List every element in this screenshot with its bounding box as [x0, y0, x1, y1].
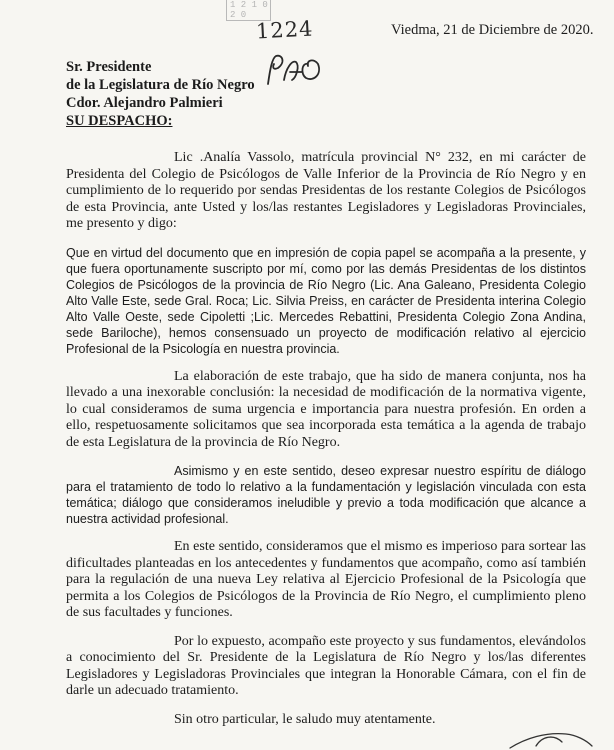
addressee-despacho: SU DESPACHO: — [66, 113, 173, 129]
paragraph-conclusion: Por lo expuesto, acompaño este proyecto y sus fundamentos, elevándolos a conocimiento del Sr. Presidente de la Legislatura de Río Negro y los/las diferentes Legisladores y Legisladoras Provinciales que integran la Honorable Cámara, con el fin de darle un adecuado tratamiento. — [66, 633, 586, 698]
bottom-signature-fragment — [506, 724, 596, 750]
filing-number: 1224 — [255, 16, 315, 44]
addressee-name: Cdor. Alejandro Palmieri — [66, 95, 223, 111]
paragraph-elaboration: La elaboración de este trabajo, que ha sido de manera conjunta, nos ha llevado a una inexorable conclusión: la necesidad de modificación de la normativa vigente, lo cual consideramos de suma urgencia e importancia para nuestra profesión. En orden a ello, respetuosamente solicitamos que sea incorporada esta temática a la agenda de trabajo de esta Legislatura de la provincia de Río Negro. — [66, 368, 586, 450]
letter-date: Viedma, 21 de Diciembre de 2020. — [391, 22, 594, 38]
paragraph-intro: Lic .Analía Vassolo, matrícula provincial N° 232, en mi carácter de Presidenta del Colegio de Psicólogos de Valle Inferior de la Provincia de Río Negro y en cumplimiento de lo requerido por sendas Presidentas de los restante Colegios de Psicólogos de esta Provincia, ante Usted y los/las restantes Legisladores y Legisladoras Provinciales, me presento y digo: — [66, 150, 586, 231]
initials-signature — [262, 50, 342, 90]
addressee-title: Sr. Presidente — [66, 59, 152, 75]
addressee-block — [66, 58, 255, 130]
paragraph-document: Que en virtud del documento que en impresión de copia papel se acompaña a la presente, y que fuera oportunamente suscripto por mí, como por las demás Presidentas de los distintos Colegios de Psicólogos de la provincia de Río Negro (Lic. Ana Galeano, Presidenta Colegio Alto Valle Este, sede Gral. Roca; Lic. Silvia Preiss, en carácter de Presidenta interina Colegio Alto Valle Oeste, sede Cipoletti ;Lic. Mercedes Rebattini, Presidenta Colegio Zona Andina, sede Bariloche), hemos consensuado un proyecto de modificación relativo al ejercicio Profesional de la Psicología en nuestra provincia. — [66, 245, 586, 356]
letter-body — [66, 150, 586, 740]
paragraph-dialogue: Asimismo y en este sentido, deseo expresar nuestro espíritu de diálogo para el tratamiento de todo lo relativo a la fundamentación y legislación vinculada con esta temática; diálogo que consideramos ineludible y previo a toda modificación que alcance a nuestra actividad profesional. — [66, 464, 586, 526]
paragraph-closing: Sin otro particular, le saludo muy atentamente. — [174, 711, 436, 727]
addressee-institution: de la Legislatura de Río Negro — [66, 77, 255, 93]
reception-stamp: 1 2 1 0 2 0 — [226, 0, 271, 21]
paragraph-purpose: En este sentido, consideramos que el mismo es imperioso para sortear las dificultades planteadas en los antecedentes y fundamentos que acompaño, como así también para la regulación de una nueva Ley relativa al Ejercicio Profesional de la Psicología que permita a los Colegios de Psicólogos de la Provincia de Río Negro, el cumplimiento pleno de sus facultades y funciones. — [66, 539, 586, 620]
